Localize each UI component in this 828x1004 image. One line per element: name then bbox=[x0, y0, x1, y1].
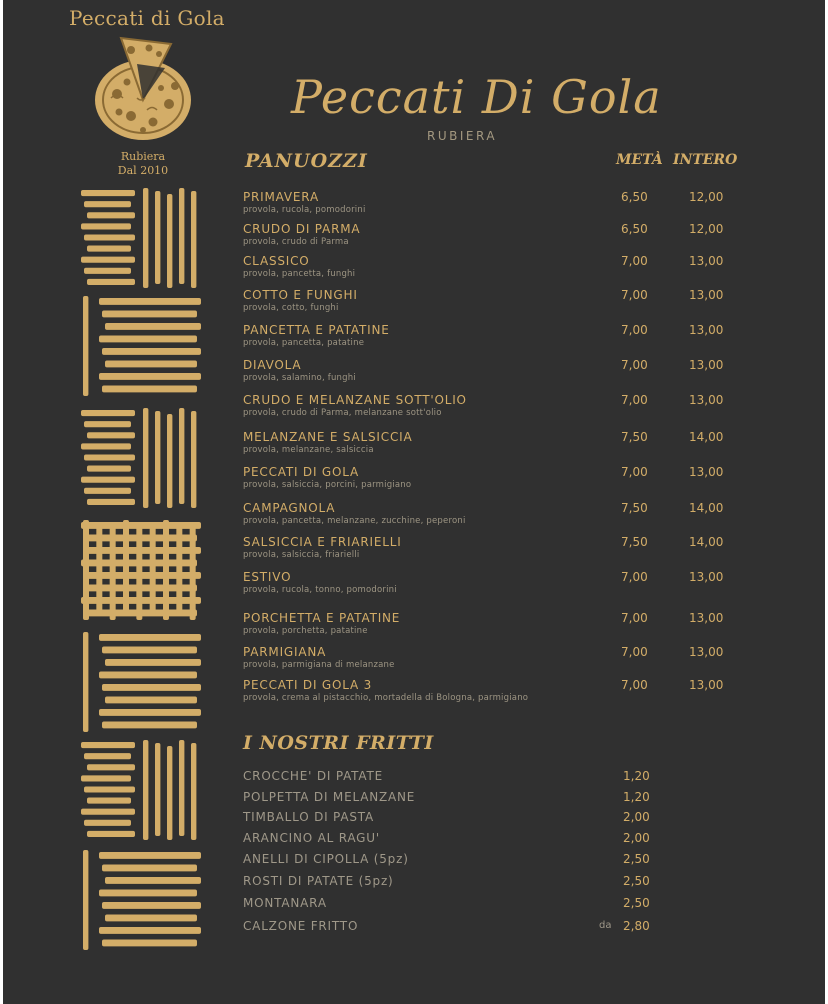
item-price-full: 14,00 bbox=[689, 501, 724, 515]
brush-stroke bbox=[102, 311, 197, 318]
item-name: MELANZANE E SALSICCIA bbox=[243, 430, 413, 444]
menu-item bbox=[243, 288, 743, 318]
brush-stroke bbox=[87, 547, 201, 554]
brush-stroke bbox=[136, 523, 142, 620]
brush-stroke bbox=[105, 361, 197, 368]
fritti-name: TIMBALLO DI PASTA bbox=[243, 810, 374, 824]
item-price-half: 7,50 bbox=[621, 535, 648, 549]
item-price-full: 13,00 bbox=[689, 288, 724, 302]
item-price-half: 6,50 bbox=[621, 190, 648, 204]
fritti-item bbox=[243, 874, 653, 892]
brush-stroke bbox=[84, 786, 135, 792]
brush-stroke bbox=[99, 672, 197, 679]
fritti-item bbox=[243, 831, 653, 849]
fritti-price: 2,00 bbox=[623, 831, 650, 845]
item-price-full: 13,00 bbox=[689, 358, 724, 372]
brush-stroke bbox=[81, 257, 135, 263]
item-name: PARMIGIANA bbox=[243, 645, 327, 659]
menu-item bbox=[243, 190, 743, 220]
menu-item bbox=[243, 323, 743, 353]
fritti-price: 2,80 bbox=[623, 919, 650, 933]
menu-item bbox=[243, 570, 743, 600]
brush-stroke bbox=[163, 520, 169, 620]
brush-stroke bbox=[102, 386, 197, 393]
brush-stroke bbox=[105, 697, 197, 704]
item-price-full: 13,00 bbox=[689, 645, 724, 659]
item-price-full: 13,00 bbox=[689, 323, 724, 337]
menu-item bbox=[243, 358, 743, 388]
item-description: provola, salsiccia, porcini, parmigiano bbox=[243, 480, 412, 490]
brush-stroke bbox=[123, 520, 129, 616]
section-heading-panuozzi: PANUOZZI bbox=[245, 150, 368, 172]
brush-stroke bbox=[87, 212, 135, 218]
brush-stroke bbox=[155, 191, 160, 284]
brush-stroke bbox=[87, 279, 135, 285]
pizza-logo-icon bbox=[91, 34, 195, 146]
brush-stroke bbox=[155, 411, 160, 504]
menu-item bbox=[243, 254, 743, 284]
item-name: PECCATI DI GOLA bbox=[243, 465, 360, 479]
item-name: PECCATI DI GOLA 3 bbox=[243, 678, 373, 692]
fritti-name: MONTANARA bbox=[243, 896, 327, 910]
item-price-half: 7,00 bbox=[621, 254, 648, 268]
fritti-item bbox=[243, 896, 653, 914]
fritti-price-prefix: da bbox=[599, 920, 612, 931]
brush-stroke bbox=[99, 709, 201, 716]
menu-item bbox=[243, 222, 743, 252]
brush-stroke bbox=[167, 414, 172, 508]
item-description: provola, crema al pistacchio, mortadella di Bologna, parmigiano bbox=[243, 693, 529, 703]
brush-stroke bbox=[105, 877, 201, 884]
fritti-price: 2,50 bbox=[623, 896, 650, 910]
item-description: provola, pancetta, patatine bbox=[243, 338, 365, 348]
brush-stroke bbox=[87, 831, 135, 837]
item-price-full: 14,00 bbox=[689, 535, 724, 549]
brush-stroke bbox=[105, 323, 201, 330]
brush-stroke bbox=[191, 411, 196, 508]
item-price-half: 7,00 bbox=[621, 645, 648, 659]
menu-item bbox=[243, 611, 743, 641]
item-description: provola, rucola, tonno, pomodorini bbox=[243, 585, 397, 595]
brush-stroke bbox=[150, 526, 156, 616]
item-price-half: 7,00 bbox=[621, 323, 648, 337]
brush-stroke bbox=[96, 523, 102, 616]
item-price-half: 7,00 bbox=[621, 570, 648, 584]
menu-item bbox=[243, 501, 743, 531]
item-price-half: 7,50 bbox=[621, 430, 648, 444]
item-description: provola, crudo di Parma bbox=[243, 237, 349, 247]
item-description: provola, salsiccia, friarielli bbox=[243, 550, 360, 560]
page-title: Peccati Di Gola bbox=[291, 70, 662, 124]
item-price-half: 6,50 bbox=[621, 222, 648, 236]
brush-stroke bbox=[84, 454, 135, 460]
menu-page bbox=[3, 0, 825, 1004]
fritti-name: CROCCHE' DI PATATE bbox=[243, 769, 383, 783]
brush-stroke bbox=[99, 927, 201, 934]
brush-stroke bbox=[81, 190, 135, 196]
item-price-full: 12,00 bbox=[689, 190, 724, 204]
brush-stroke bbox=[81, 809, 135, 815]
item-description: provola, crudo di Parma, melanzane sott'olio bbox=[243, 408, 442, 418]
fritti-item bbox=[243, 810, 653, 828]
brush-stroke bbox=[84, 820, 131, 826]
item-description: provola, rucola, pomodorini bbox=[243, 205, 366, 215]
menu-item bbox=[243, 430, 743, 460]
brush-stroke bbox=[83, 850, 88, 950]
item-price-full: 13,00 bbox=[689, 611, 724, 625]
brush-stroke bbox=[143, 188, 148, 288]
item-price-full: 14,00 bbox=[689, 430, 724, 444]
brush-stroke bbox=[81, 775, 131, 781]
menu-item bbox=[243, 465, 743, 495]
brush-stroke bbox=[99, 890, 197, 897]
brush-stroke bbox=[143, 740, 148, 840]
fritti-price: 2,50 bbox=[623, 852, 650, 866]
logo-city: Rubiera bbox=[120, 150, 166, 163]
column-header-full: INTERO bbox=[673, 152, 738, 168]
brush-stroke bbox=[84, 421, 131, 427]
brush-stroke bbox=[81, 443, 131, 449]
brush-stroke bbox=[110, 526, 116, 620]
brush-stroke bbox=[87, 764, 135, 770]
fritti-name: ANELLI DI CIPOLLA (5pz) bbox=[243, 852, 409, 866]
item-description: provola, porchetta, patatine bbox=[243, 626, 368, 636]
item-price-full: 13,00 bbox=[689, 570, 724, 584]
item-price-full: 13,00 bbox=[689, 678, 724, 692]
fritti-price: 2,50 bbox=[623, 874, 650, 888]
fritti-name: CALZONE FRITTO bbox=[243, 919, 359, 933]
brush-stroke bbox=[81, 477, 135, 483]
item-description: provola, melanzane, salsiccia bbox=[243, 445, 374, 455]
brush-stroke bbox=[84, 201, 131, 207]
fritti-item bbox=[243, 919, 653, 937]
brush-stroke bbox=[87, 798, 131, 804]
brush-stroke bbox=[167, 194, 172, 288]
item-name: CAMPAGNOLA bbox=[243, 501, 336, 515]
logo-since: Dal 2010 bbox=[117, 164, 169, 177]
brush-stroke bbox=[179, 408, 184, 504]
brush-stroke bbox=[87, 432, 135, 438]
brush-stroke bbox=[99, 336, 197, 343]
brush-stroke bbox=[84, 753, 131, 759]
item-price-full: 13,00 bbox=[689, 465, 724, 479]
brush-stroke bbox=[83, 520, 89, 620]
menu-item bbox=[243, 535, 743, 565]
fritti-item bbox=[243, 790, 653, 808]
brush-stroke bbox=[102, 722, 197, 729]
item-description: provola, parmigiana di melanzane bbox=[243, 660, 395, 670]
item-price-full: 12,00 bbox=[689, 222, 724, 236]
menu-item bbox=[243, 393, 743, 423]
item-name: COTTO E FUNGHI bbox=[243, 288, 358, 302]
fritti-item bbox=[243, 769, 653, 787]
item-price-half: 7,00 bbox=[621, 611, 648, 625]
item-price-full: 13,00 bbox=[689, 393, 724, 407]
fritti-price: 1,20 bbox=[623, 790, 650, 804]
brush-stroke bbox=[81, 223, 131, 229]
item-price-half: 7,00 bbox=[621, 358, 648, 372]
item-name: DIAVOLA bbox=[243, 358, 302, 372]
item-price-half: 7,00 bbox=[621, 288, 648, 302]
brush-stroke bbox=[102, 902, 201, 909]
brush-stroke bbox=[99, 298, 201, 305]
brush-stroke bbox=[83, 296, 88, 396]
brush-stroke bbox=[102, 647, 197, 654]
brush-stroke bbox=[87, 466, 131, 472]
item-description: provola, pancetta, funghi bbox=[243, 269, 356, 279]
menu-item bbox=[243, 678, 743, 708]
item-name: CLASSICO bbox=[243, 254, 310, 268]
brush-stroke bbox=[105, 659, 201, 666]
brush-stroke bbox=[102, 348, 201, 355]
brush-stroke bbox=[99, 373, 201, 380]
brush-stroke bbox=[84, 488, 131, 494]
fritti-name: POLPETTA DI MELANZANE bbox=[243, 790, 416, 804]
brush-stroke bbox=[87, 246, 131, 252]
logo-name: Peccati di Gola bbox=[69, 6, 225, 30]
decorative-brush-pattern bbox=[77, 184, 205, 954]
brush-stroke bbox=[143, 408, 148, 508]
item-name: CRUDO DI PARMA bbox=[243, 222, 361, 236]
item-name: PRIMAVERA bbox=[243, 190, 319, 204]
brush-stroke bbox=[84, 268, 131, 274]
item-name: PORCHETTA E PATATINE bbox=[243, 611, 401, 625]
item-description: provola, cotto, funghi bbox=[243, 303, 339, 313]
item-name: CRUDO E MELANZANE SOTT'OLIO bbox=[243, 393, 467, 407]
item-price-half: 7,00 bbox=[621, 465, 648, 479]
brush-stroke bbox=[191, 191, 196, 288]
fritti-name: ROSTI DI PATATE (5pz) bbox=[243, 874, 394, 888]
item-name: PANCETTA E PATATINE bbox=[243, 323, 390, 337]
brush-stroke bbox=[81, 742, 135, 748]
section-heading-fritti: I NOSTRI FRITTI bbox=[243, 732, 434, 754]
item-description: provola, salamino, funghi bbox=[243, 373, 356, 383]
fritti-item bbox=[243, 852, 653, 870]
brush-stroke bbox=[83, 632, 88, 732]
brush-stroke bbox=[102, 865, 197, 872]
brush-stroke bbox=[102, 684, 201, 691]
fritti-price: 1,20 bbox=[623, 769, 650, 783]
brush-stroke bbox=[84, 234, 135, 240]
column-header-half: METÀ bbox=[616, 152, 663, 168]
brush-stroke bbox=[179, 188, 184, 284]
item-price-half: 7,00 bbox=[621, 393, 648, 407]
brush-stroke bbox=[81, 410, 135, 416]
brush-stroke bbox=[105, 915, 197, 922]
item-description: provola, pancetta, melanzane, zucchine, peperoni bbox=[243, 516, 466, 526]
fritti-price: 2,00 bbox=[623, 810, 650, 824]
item-price-half: 7,00 bbox=[621, 678, 648, 692]
item-name: ESTIVO bbox=[243, 570, 292, 584]
brush-stroke bbox=[190, 526, 196, 620]
brush-stroke bbox=[176, 523, 182, 616]
brush-stroke bbox=[155, 743, 160, 836]
item-price-half: 7,50 bbox=[621, 501, 648, 515]
brush-stroke bbox=[99, 852, 201, 859]
brush-stroke bbox=[167, 746, 172, 840]
page-subtitle: RUBIERA bbox=[427, 129, 498, 143]
item-name: SALSICCIA E FRIARIELLI bbox=[243, 535, 402, 549]
brush-stroke bbox=[99, 634, 201, 641]
brush-stroke bbox=[179, 740, 184, 836]
fritti-name: ARANCINO AL RAGU' bbox=[243, 831, 380, 845]
brush-stroke bbox=[87, 499, 135, 505]
menu-item bbox=[243, 645, 743, 675]
brush-stroke bbox=[102, 940, 197, 947]
brush-stroke bbox=[191, 743, 196, 840]
item-price-full: 13,00 bbox=[689, 254, 724, 268]
